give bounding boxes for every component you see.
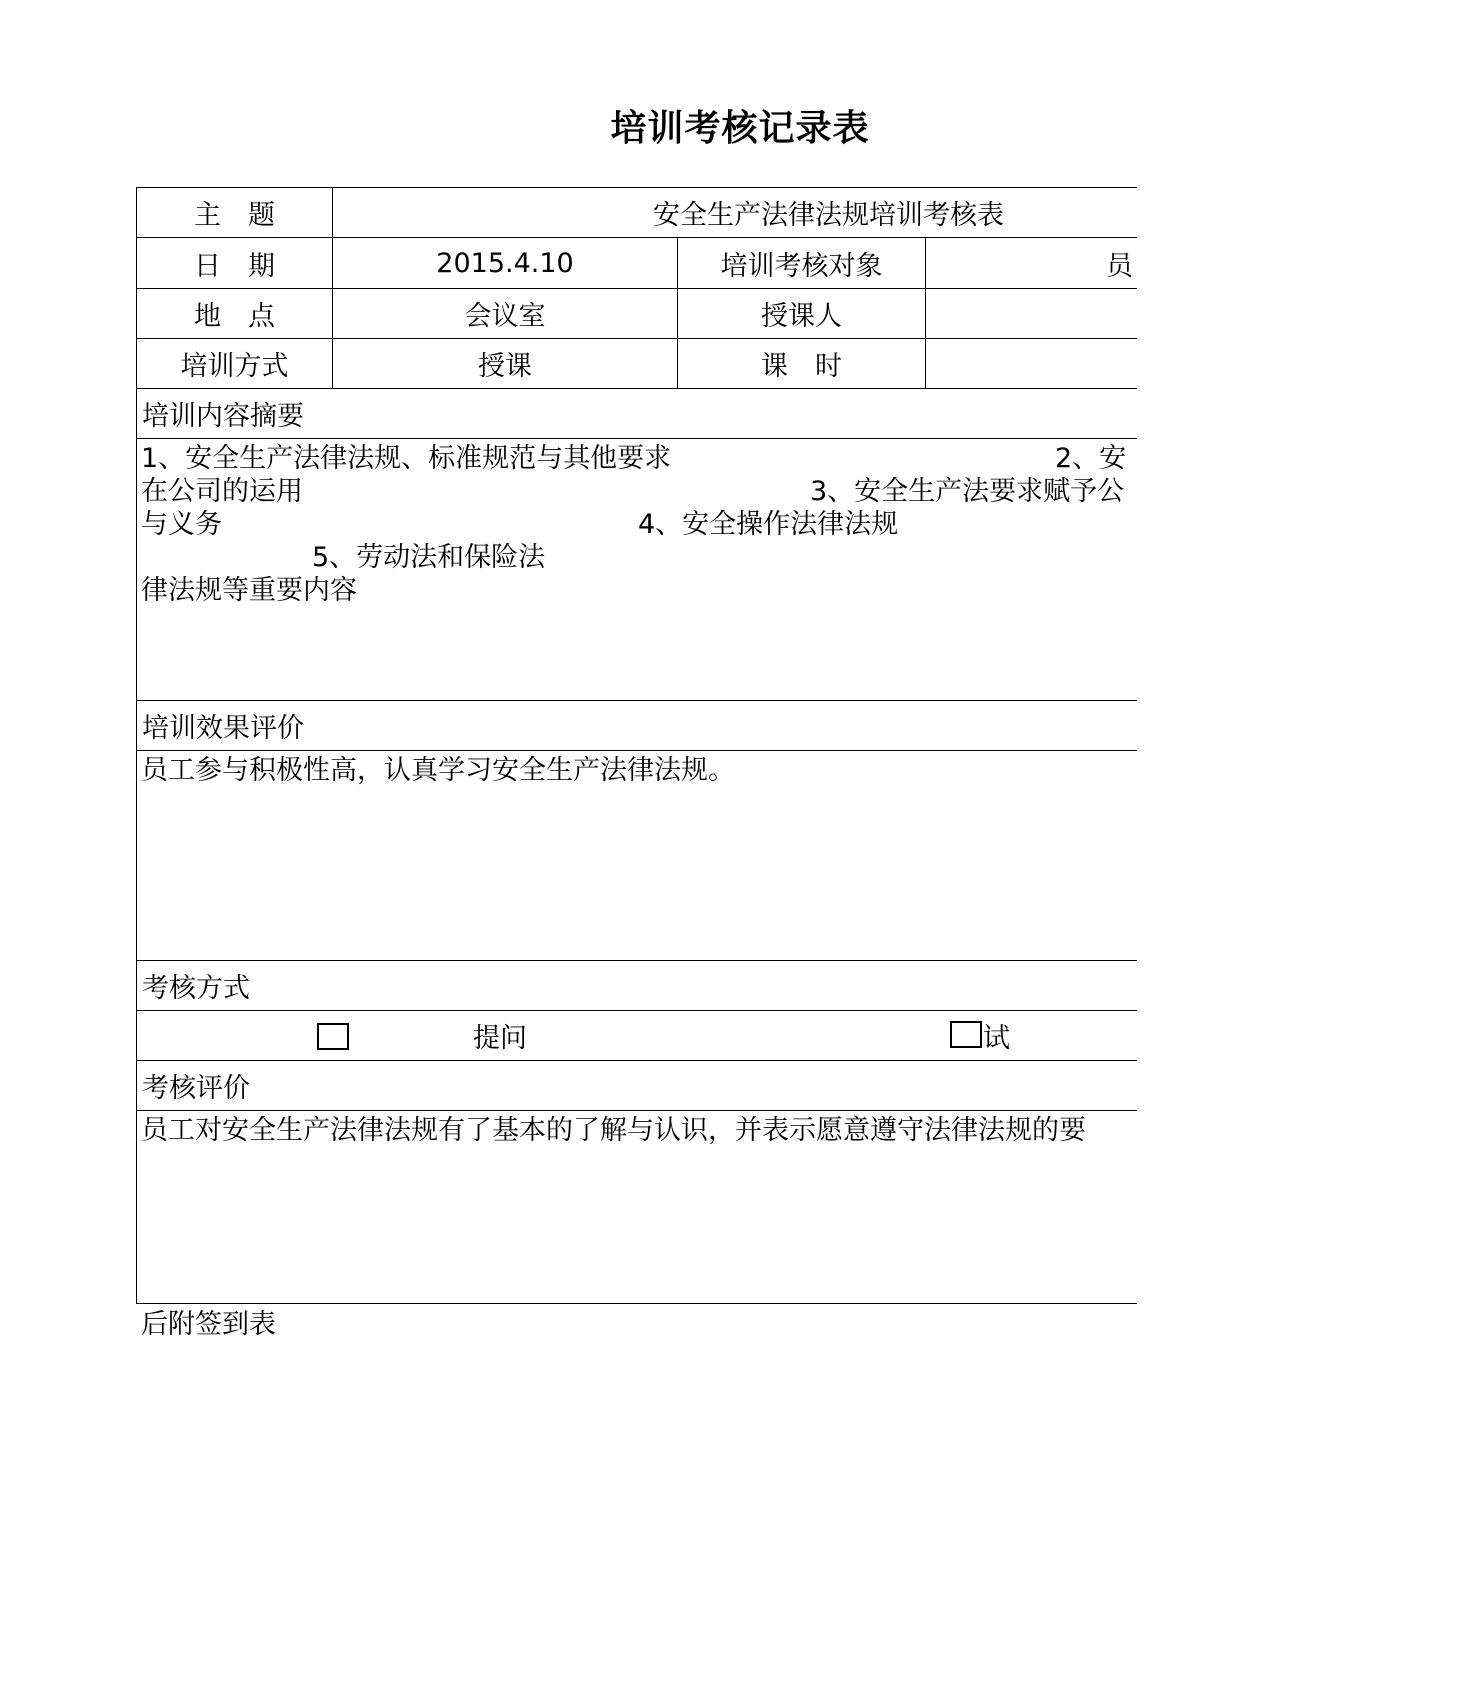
effect-heading: 培训效果评价: [142, 713, 304, 744]
date-label: 日 期: [194, 250, 275, 282]
location-label: 地 点: [194, 301, 275, 332]
content-line-2: 2、安: [1055, 443, 1127, 474]
content-line-8: 律法规等重要内容: [141, 575, 357, 606]
hours-label: 课 时: [761, 351, 842, 382]
content-line-4: 3、安全生产法要求赋予公: [810, 476, 1125, 507]
method-label: 培训方式: [180, 351, 289, 382]
location-value: 会议室: [464, 301, 546, 332]
table-border-bottom: [137, 1303, 1137, 1304]
content-line-3: 在公司的运用: [141, 476, 303, 507]
exam-option-label: 试: [983, 1023, 1010, 1054]
question-option-label: 提问: [473, 1023, 527, 1054]
content-line-5: 与义务: [141, 509, 222, 540]
content-line-1: 1、安全生产法律法规、标准规范与其他要求: [141, 443, 672, 474]
content-line-7: 5、劳动法和保险法: [312, 542, 546, 573]
row-divider: [137, 438, 1137, 439]
page-title: 培训考核记录表: [610, 108, 870, 149]
assessment-eval-text: 员工对安全生产法律法规有了基本的了解与认识，并表示愿意遵守法律法规的要: [141, 1115, 1086, 1146]
lecturer-label: 授课人: [761, 301, 842, 332]
method-value: 授课: [478, 351, 532, 382]
row-divider: [137, 750, 1137, 751]
attachment-note: 后附签到表: [141, 1309, 276, 1340]
effect-text: 员工参与积极性高，认真学习安全生产法律法规。: [141, 755, 735, 786]
subject-label: 主 题: [194, 200, 275, 231]
row-divider: [137, 1110, 1137, 1111]
question-checkbox[interactable]: [317, 1023, 349, 1050]
target-label: 培训考核对象: [720, 250, 883, 282]
assessment-method-heading: 考核方式: [142, 973, 250, 1004]
assessment-eval-heading: 考核评价: [142, 1073, 250, 1104]
target-value: 员: [1106, 250, 1133, 282]
subject-value: 安全生产法律法规培训考核表: [653, 200, 1004, 231]
content-line-6: 4、安全操作法律法规: [638, 509, 899, 540]
date-value: 2015.4.10: [436, 247, 574, 279]
content-heading: 培训内容摘要: [142, 401, 304, 432]
